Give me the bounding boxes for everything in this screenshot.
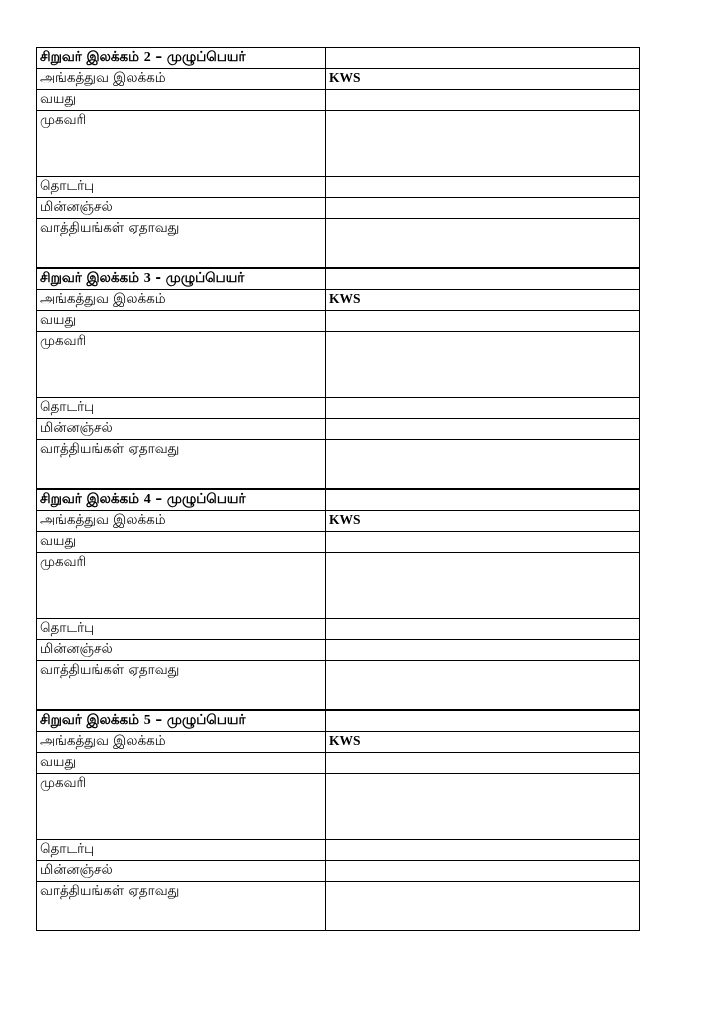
instruments-field[interactable]: [326, 440, 640, 490]
title-suffix: - முழுப்பெயர்: [150, 270, 245, 286]
address-row: [37, 332, 640, 398]
title-prefix: சிறுவர் இலக்கம்: [40, 270, 144, 286]
instruments-field[interactable]: [326, 219, 640, 269]
email-row: [37, 198, 640, 219]
member-number-field[interactable]: KWS: [326, 69, 640, 90]
age-label: வயது: [37, 90, 326, 111]
address-field[interactable]: [326, 553, 640, 619]
age-row: [37, 753, 640, 774]
email-field[interactable]: [326, 640, 640, 661]
age-field[interactable]: [326, 90, 640, 111]
email-label: மின்னஞ்சல்: [37, 640, 326, 661]
child-name-label: [37, 710, 326, 732]
child-name-field[interactable]: [326, 268, 640, 290]
member-number-row: [37, 69, 640, 90]
email-label: மின்னஞ்சல்: [37, 198, 326, 219]
age-label: வயது: [37, 753, 326, 774]
member-number-label: அங்கத்துவ இலக்கம்: [37, 69, 326, 90]
contact-label: தொடர்பு: [37, 398, 326, 419]
instruments-label: வாத்தியங்கள் ஏதாவது: [37, 440, 326, 490]
instruments-row: [37, 219, 640, 269]
registration-form: [36, 47, 639, 931]
email-row: [37, 640, 640, 661]
age-field[interactable]: [326, 532, 640, 553]
title-prefix: சிறுவர் இலக்கம்: [40, 712, 144, 728]
instruments-field[interactable]: [326, 882, 640, 931]
child-number: 3: [143, 271, 151, 286]
instruments-field[interactable]: [326, 661, 640, 711]
address-row: [37, 774, 640, 840]
address-label: முகவரி: [37, 553, 326, 619]
title-prefix: சிறுவர் இலக்கம்: [40, 491, 144, 507]
contact-field[interactable]: [326, 840, 640, 861]
age-field[interactable]: [326, 753, 640, 774]
child-number: 5: [143, 713, 151, 728]
member-number-row: [37, 732, 640, 753]
child-number: 2: [143, 50, 151, 65]
contact-label: தொடர்பு: [37, 177, 326, 198]
contact-field[interactable]: [326, 177, 640, 198]
email-label: மின்னஞ்சல்: [37, 861, 326, 882]
contact-row: [37, 840, 640, 861]
age-label: வயது: [37, 532, 326, 553]
child-name-label: [37, 48, 326, 69]
age-row: [37, 311, 640, 332]
child-name-label: [37, 268, 326, 290]
section-title-row: [37, 268, 640, 290]
title-suffix: – முழுப்பெயர்: [150, 491, 246, 507]
address-row: [37, 553, 640, 619]
child-number: 4: [143, 492, 151, 507]
title-prefix: சிறுவர் இலக்கம்: [40, 49, 144, 65]
contact-field[interactable]: [326, 398, 640, 419]
children-details-table: [36, 47, 640, 931]
instruments-label: வாத்தியங்கள் ஏதாவது: [37, 219, 326, 269]
child-name-label: [37, 489, 326, 511]
address-label: முகவரி: [37, 332, 326, 398]
age-label: வயது: [37, 311, 326, 332]
member-number-row: [37, 511, 640, 532]
member-number-field[interactable]: KWS: [326, 732, 640, 753]
instruments-label: வாத்தியங்கள் ஏதாவது: [37, 882, 326, 931]
address-field[interactable]: [326, 774, 640, 840]
address-field[interactable]: [326, 332, 640, 398]
child-name-field[interactable]: [326, 710, 640, 732]
age-field[interactable]: [326, 311, 640, 332]
email-field[interactable]: [326, 419, 640, 440]
contact-row: [37, 398, 640, 419]
contact-label: தொடர்பு: [37, 840, 326, 861]
member-number-label: அங்கத்துவ இலக்கம்: [37, 732, 326, 753]
member-number-field[interactable]: KWS: [326, 290, 640, 311]
member-number-label: அங்கத்துவ இலக்கம்: [37, 290, 326, 311]
address-label: முகவரி: [37, 111, 326, 177]
section-title-row: [37, 710, 640, 732]
contact-label: தொடர்பு: [37, 619, 326, 640]
child-name-field[interactable]: [326, 489, 640, 511]
contact-row: [37, 177, 640, 198]
instruments-row: [37, 440, 640, 490]
address-field[interactable]: [326, 111, 640, 177]
email-row: [37, 861, 640, 882]
section-title-row: [37, 48, 640, 69]
section-title-row: [37, 489, 640, 511]
email-field[interactable]: [326, 861, 640, 882]
email-row: [37, 419, 640, 440]
contact-field[interactable]: [326, 619, 640, 640]
title-suffix: – முழுப்பெயர்: [150, 49, 246, 65]
email-field[interactable]: [326, 198, 640, 219]
title-suffix: – முழுப்பெயர்: [150, 712, 246, 728]
member-number-row: [37, 290, 640, 311]
contact-row: [37, 619, 640, 640]
address-label: முகவரி: [37, 774, 326, 840]
instruments-row: [37, 882, 640, 931]
member-number-label: அங்கத்துவ இலக்கம்: [37, 511, 326, 532]
age-row: [37, 532, 640, 553]
child-name-field[interactable]: [326, 48, 640, 69]
age-row: [37, 90, 640, 111]
address-row: [37, 111, 640, 177]
member-number-field[interactable]: KWS: [326, 511, 640, 532]
instruments-label: வாத்தியங்கள் ஏதாவது: [37, 661, 326, 711]
email-label: மின்னஞ்சல்: [37, 419, 326, 440]
instruments-row: [37, 661, 640, 711]
